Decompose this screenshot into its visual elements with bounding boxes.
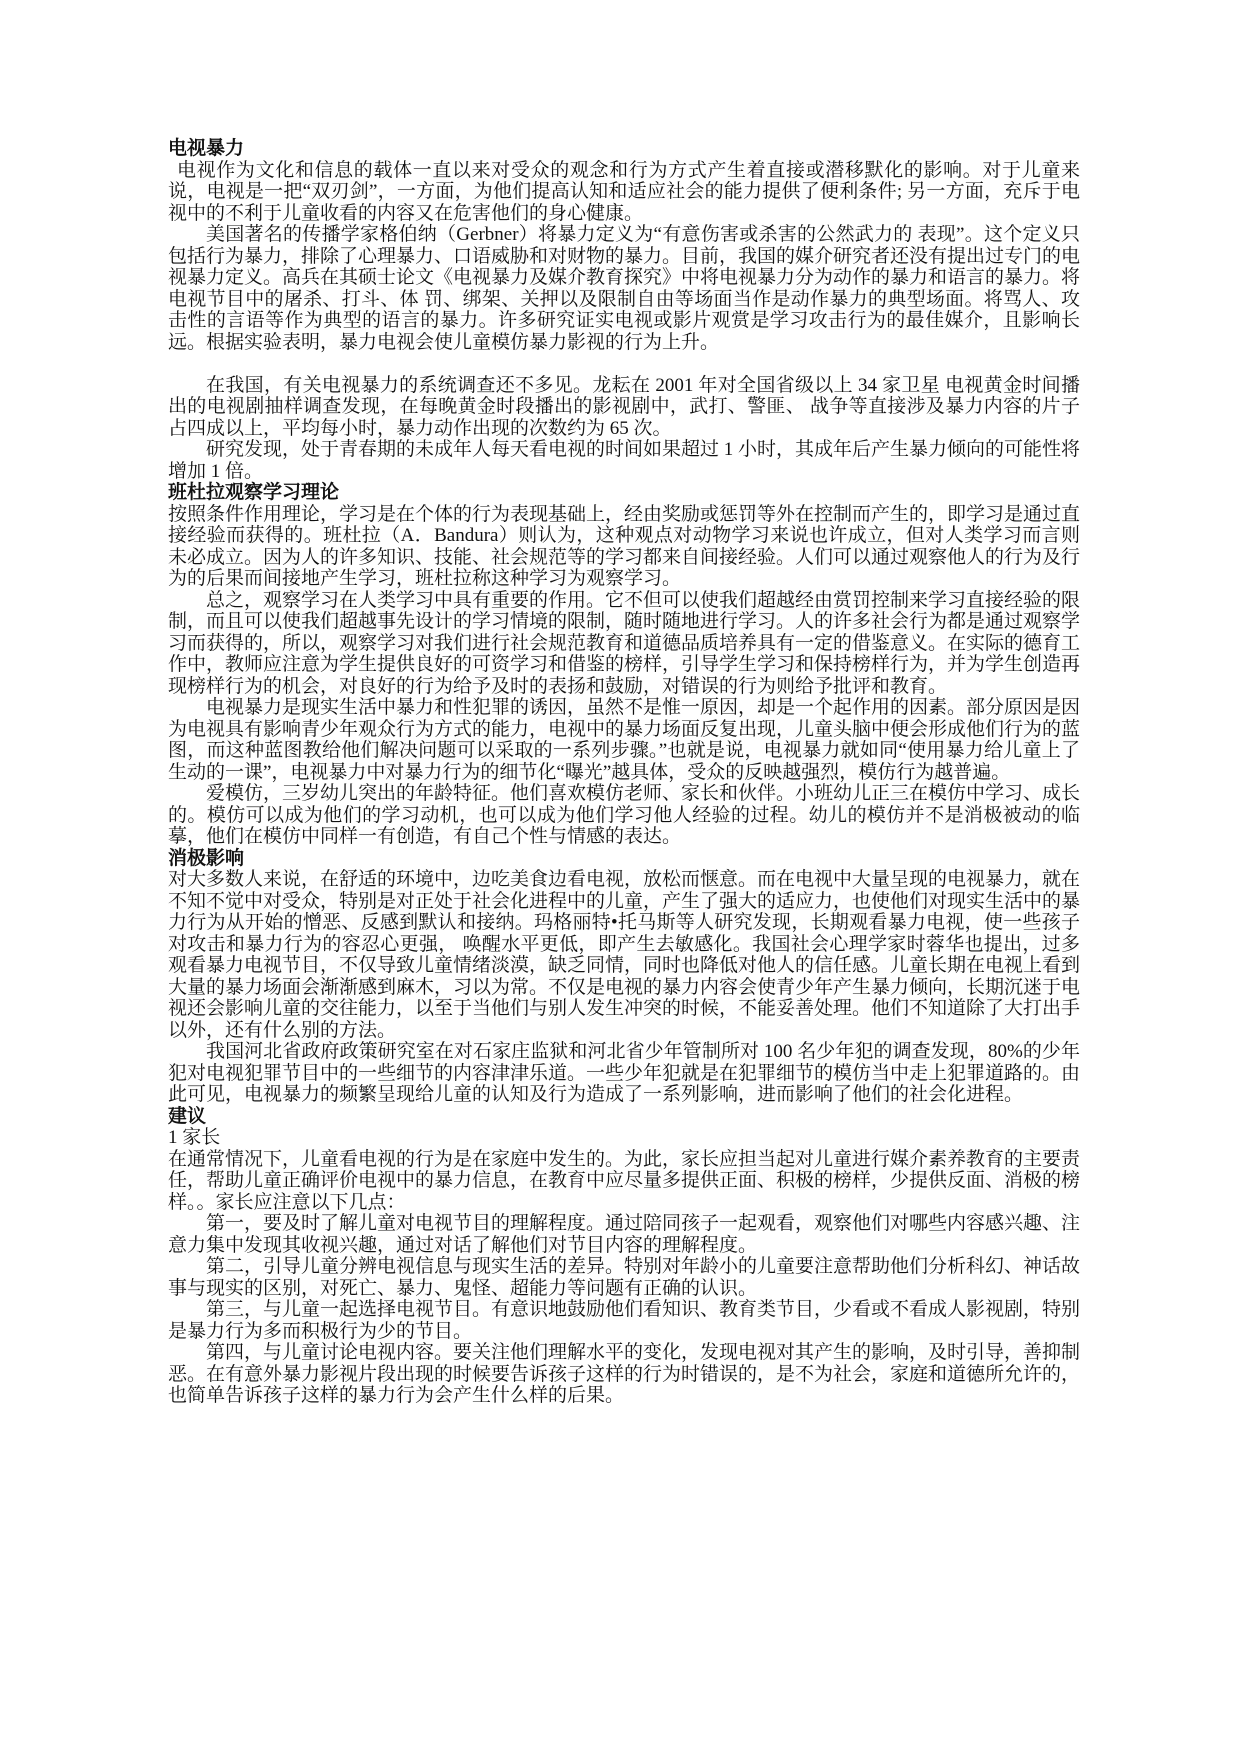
paragraph: 美国著名的传播学家格伯纳（Gerbner）将暴力定义为“有意伤害或杀害的公然武力的 表现”。这个定义只包括行为暴力，排除了心理暴力、口语威胁和对财物的暴力。目前，我国的媒介研究者还没有提出过专门的电视暴力定义。高兵在其硕士论文《电视暴力及媒介教育探究》中将电视暴力分为动作的暴力和语言的暴力。将电视节目中的屠杀、打斗、体 罚、绑架、关押以及限制自由等场面当作是动作暴力的典型场面。将骂人、攻击性的言语等作为典型的语言的暴力。许多研究证实电视或影片观赏是学习攻击行为的最佳媒介，且影响长远。根据实验表明，暴力电视会使儿童模仿暴力影视的行为上升。: [168, 224, 1081, 353]
paragraph: 在通常情况下，儿童看电视的行为是在家庭中发生的。为此，家长应担当起对儿童进行媒介素养教育的主要责任，帮助儿童正确评价电视中的暴力信息，在教育中应尽量多提供正面、积极的榜样，少提供反面、消极的榜样。。家长应注意以下几点：: [168, 1148, 1081, 1213]
blank-line: [168, 353, 1080, 375]
paragraph: 在我国，有关电视暴力的系统调查还不多见。龙耘在 2001 年对全国省级以上 34 家卫星 电视黄金时间播出的电视剧抽样调查发现，在每晚黄金时段播出的影视剧中，武打、警匪、 战争等直接涉及暴力内容的片子占四成以上，平均每小时，暴力动作出现的次数约为 65 次。: [168, 374, 1080, 439]
paragraph: 我国河北省政府政策研究室在对石家庄监狱和河北省少年管制所对 100 名少年犯的调查发现，80%的少年犯对电视犯罪节目中的一些细节的内容津津乐道。一些少年犯就是在犯罪细节的模仿当中走上犯罪道路的。由此可见，电视暴力的频繁呈现给儿童的认知及行为造成了一系列影响，进而影响了他们的社会化进程。: [168, 1041, 1081, 1105]
section-heading: 建议: [168, 1105, 207, 1127]
paragraph: 爱模仿，三岁幼儿突出的年龄特征。他们喜欢模仿老师、家长和伙伴。小班幼儿正三在模仿中学习、成长的。模仿可以成为他们的学习动机，也可以成为他们学习他人经验的过程。幼儿的模仿并不是消极被动的临摹，他们在模仿中同样一有创造，有自己个性与情感的表达。: [168, 783, 1081, 847]
paragraph: 按照条件作用理论，学习是在个体的行为表现基础上，经由奖励或惩罚等外在控制而产生的，即学习是通过直接经验而获得的。班杜拉（A．Bandura）则认为，这种观点对动物学习来说也许成立，但对人类学习而言则未必成立。因为人的许多知识、技能、社会规范等的学习都来自间接经验。人们可以通过观察他人的行为及行为的后果而间接地产生学习，班杜拉称这种学习为观察学习。: [168, 503, 1081, 589]
paragraph: 第三，与儿童一起选择电视节目。有意识地鼓励他们看知识、教育类节目，少看或不看成人影视剧，特别是暴力行为多而积极行为少的节目。: [168, 1299, 1081, 1342]
paragraph: 电视暴力是现实生活中暴力和性犯罪的诱因，虽然不是惟一原因，却是一个起作用的因素。部分原因是因为电视具有影响青少年观众行为方式的能力，电视中的暴力场面反复出现，儿童头脑中便会形成他们行为的蓝图，而这种蓝图教给他们解决问题可以采取的一系列步骤。”也就是说，电视暴力就如同“使用暴力给儿童上了生动的一课”，电视暴力中对暴力行为的细节化“曝光”越具体，受众的反映越强烈，模仿行为越普遍。: [168, 697, 1081, 783]
section-heading: 电视暴力: [168, 138, 245, 159]
paragraph: 总之，观察学习在人类学习中具有重要的作用。它不但可以使我们超越经由赏罚控制来学习直接经验的限制，而且可以使我们超越事先设计的学习情境的限制，随时随地进行学习。人的许多社会行为都是通过观察学习而获得的，所以，观察学习对我们进行社会规范教育和道德品质培养具有一定的借鉴意义。在实际的德育工作中，教师应注意为学生提供良好的可资学习和借鉴的榜样，引导学生学习和保持榜样行为，并为学生创造再现榜样行为的机会，对良好的行为给予及时的表扬和鼓励，对错误的行为则给予批评和教育。: [168, 589, 1081, 697]
paragraph: 对大多数人来说，在舒适的环境中，边吃美食边看电视，放松而惬意。而在电视中大量呈现的电视暴力，就在不知不觉中对受众，特别是对正处于社会化进程中的儿童，产生了强大的适应力，也使他们对现实生活中的暴力行为从开始的憎恶、反感到默认和接纳。玛格丽特•托马斯等人研究发现，长期观看暴力电视，使一些孩子对攻击和暴力行为的容忍心更强， 唤醒水平更低，即产生去敏感化。我国社会心理学家时蓉华也提出，过多观看暴力电视节目，不仅导致儿童情绪淡漠，缺乏同情，同时也降低对他人的信任感。儿童长期在电视上看到大量的暴力场面会渐渐感到麻木，习以为常。不仅是电视的暴力内容会使青少年产生暴力倾向，长期沉迷于电视还会影响儿童的交往能力，以至于当他们与别人发生冲突的时候，不能妥善处理。他们不知道除了大打出手以外，还有什么别的方法。: [168, 869, 1081, 1041]
document-content: [168, 138, 1080, 1407]
paragraph: 第一，要及时了解儿童对电视节目的理解程度。通过陪同孩子一起观看，观察他们对哪些内容感兴趣、注 意力集中发现其收视兴趣，通过对话了解他们对节目内容的理解程度。: [168, 1213, 1081, 1256]
paragraph: 研究发现，处于青春期的未成年人每天看电视的时间如果超过 1 小时，其成年后产生暴力倾向的可能性将增加 1 倍。: [168, 439, 1081, 482]
paragraph: 第四，与儿童讨论电视内容。要关注他们理解水平的变化，发现电视对其产生的影响，及时引导，善抑制恶。在有意外暴力影视片段出现的时候要告诉孩子这样的行为时错误的，是不为社会，家庭和道德所允许的，也简单告诉孩子这样的暴力行为会产生什么样的后果。: [168, 1342, 1081, 1406]
paragraph: 第二，引导儿童分辨电视信息与现实生活的差异。特别对年龄小的儿童要注意帮助他们分析科幻、神话故事与现实的区别，对死亡、暴力、鬼怪、超能力等问题有正确的认识。: [168, 1256, 1081, 1299]
paragraph: 1 家长: [168, 1127, 221, 1148]
section-heading: 班杜拉观察学习理论: [168, 482, 340, 503]
section-heading: 消极影响: [168, 847, 245, 869]
paragraph: 电视作为文化和信息的载体一直以来对受众的观念和行为方式产生着直接或潜移默化的影响。对于儿童来说，电视是一把“双刃剑”，一方面，为他们提高认知和适应社会的能力提供了便利条件; 另一方面，充斥于电视中的不利于儿童收看的内容又在危害他们的身心健康。: [168, 159, 1080, 224]
